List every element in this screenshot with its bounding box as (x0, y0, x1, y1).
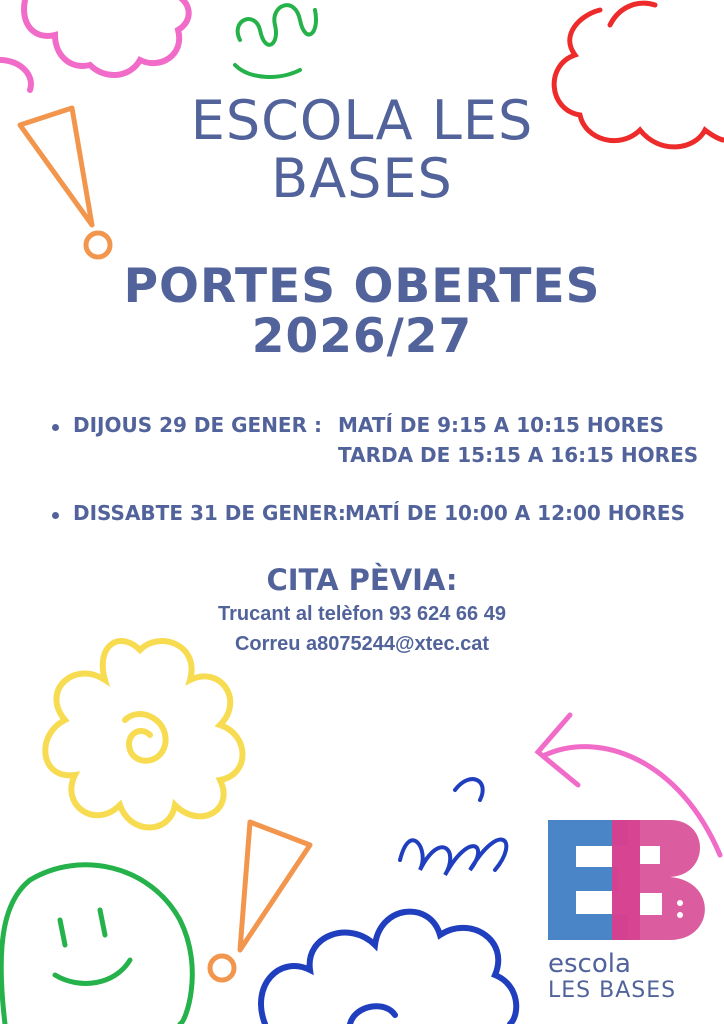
schedule-time-1b: TARDA DE 15:15 A 16:15 HORES (338, 443, 699, 467)
contact-title: CITA PÈVIA: (266, 563, 458, 597)
logo-text-line1: escola (548, 949, 631, 979)
bullet (52, 512, 59, 519)
green-spiral-icon (238, 5, 316, 45)
event-title-line2: 2026/27 (251, 309, 473, 364)
schedule-day-2: DISSABTE 31 DE GENER: (73, 501, 346, 525)
yellow-flower-icon (45, 641, 242, 827)
pink-flower-icon (0, 60, 31, 90)
schedule-day-1: DIJOUS 29 DE GENER : (73, 413, 322, 437)
contact-phone: Trucant al telèfon 93 624 66 49 (218, 603, 506, 625)
school-title-line1: ESCOLA LES (190, 89, 534, 152)
blue-spiral-icon (400, 840, 506, 875)
exclamation-icon (240, 822, 310, 950)
school-title-line2: BASES (271, 147, 453, 210)
smiley-icon (1, 865, 192, 1024)
school-title (0, 89, 724, 210)
schedule-time-2a: MATÍ DE 10:00 A 12:00 HORES (345, 501, 685, 525)
contact-email: Correu a8075244@xtec.cat (234, 633, 490, 655)
bullet (52, 424, 59, 431)
logo-mark-icon (540, 815, 720, 945)
event-title-line1: PORTES OBERTES (123, 259, 601, 314)
logo-text-line2: LES BASES (548, 978, 677, 1003)
event-title (0, 259, 724, 364)
school-logo (540, 815, 720, 1010)
pink-flower-icon (24, 0, 189, 75)
schedule-time-1a: MATÍ DE 9:15 A 10:15 HORES (338, 413, 665, 437)
